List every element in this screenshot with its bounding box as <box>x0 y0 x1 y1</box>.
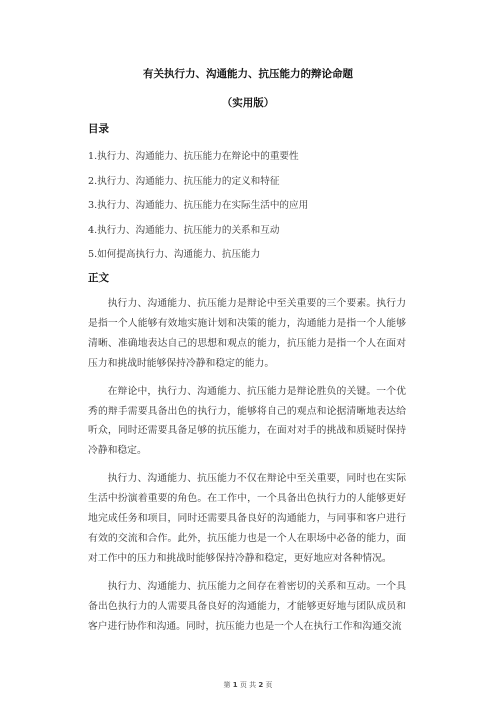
footer-prefix: 第 <box>223 681 231 689</box>
toc-item[interactable]: 1.执行力、沟通能力、抗压能力在辩论中的重要性 <box>88 151 299 162</box>
toc-item[interactable]: 5.如何提高执行力、沟通能力、抗压能力 <box>88 249 261 260</box>
toc-heading: 目录 <box>88 123 109 135</box>
document-subtitle: （实用版） <box>221 97 275 109</box>
footer-middle: 页 共 <box>239 681 257 689</box>
footer-suffix: 页 <box>265 681 273 689</box>
body-paragraph: 执行力、沟通能力、抗压能力是辩论中至关重要的三个要素。执行力是指一个人能够有效地实施计划和决策的能力，沟通能力是指一个人能够清晰、准确地表达自己的思想和观点的能力，抗压能力是指一个人在面对压力和挑战时能够保持冷静和稳定的能力。 <box>88 298 406 369</box>
body-heading: 正文 <box>88 272 109 284</box>
total-pages-number: 2 <box>258 681 264 689</box>
document-title: 有关执行力、沟通能力、抗压能力的辩论命题 <box>143 68 353 80</box>
body-text <box>88 294 406 645</box>
page-footer <box>0 680 496 690</box>
toc-item[interactable]: 4.执行力、沟通能力、抗压能力的关系和互动 <box>88 224 280 236</box>
current-page-number: 1 <box>232 681 238 689</box>
table-of-contents <box>88 148 428 271</box>
body-paragraph: 执行力、沟通能力、抗压能力之间存在着密切的关系和互动。一个具备出色执行力的人需要具备良好的沟通能力，才能够更好地与团队成员和客户进行协作和沟通。同时，抗压能力也是一个人在执行工作和沟通交流 <box>88 580 406 632</box>
toc-item[interactable]: 2.执行力、沟通能力、抗压能力的定义和特征 <box>88 175 280 187</box>
toc-item[interactable]: 3.执行力、沟通能力、抗压能力在实际生活中的应用 <box>88 200 309 211</box>
body-paragraph: 在辩论中，执行力、沟通能力、抗压能力是辩论胜负的关键。一个优秀的辩手需要具备出色的执行力，能够将自己的观点和论据清晰地表达给听众，同时还需要具备足够的抗压能力，在面对对手的挑战和质疑时保持冷静和稳定。 <box>88 385 406 457</box>
body-paragraph: 执行力、沟通能力、抗压能力不仅在辩论中至关重要，同时也在实际生活中扮演着重要的角色。在工作中，一个具备出色执行力的人能够更好地完成任务和项目，同时还需要具备良好的沟通能力，与同事和客户进行有效的交流和合作。此外，抗压能力也是一个人在职场中必备的能力，面对工作中的压力和挑战时能够保持冷静和稳定，更好地应对各种情况。 <box>88 473 406 564</box>
